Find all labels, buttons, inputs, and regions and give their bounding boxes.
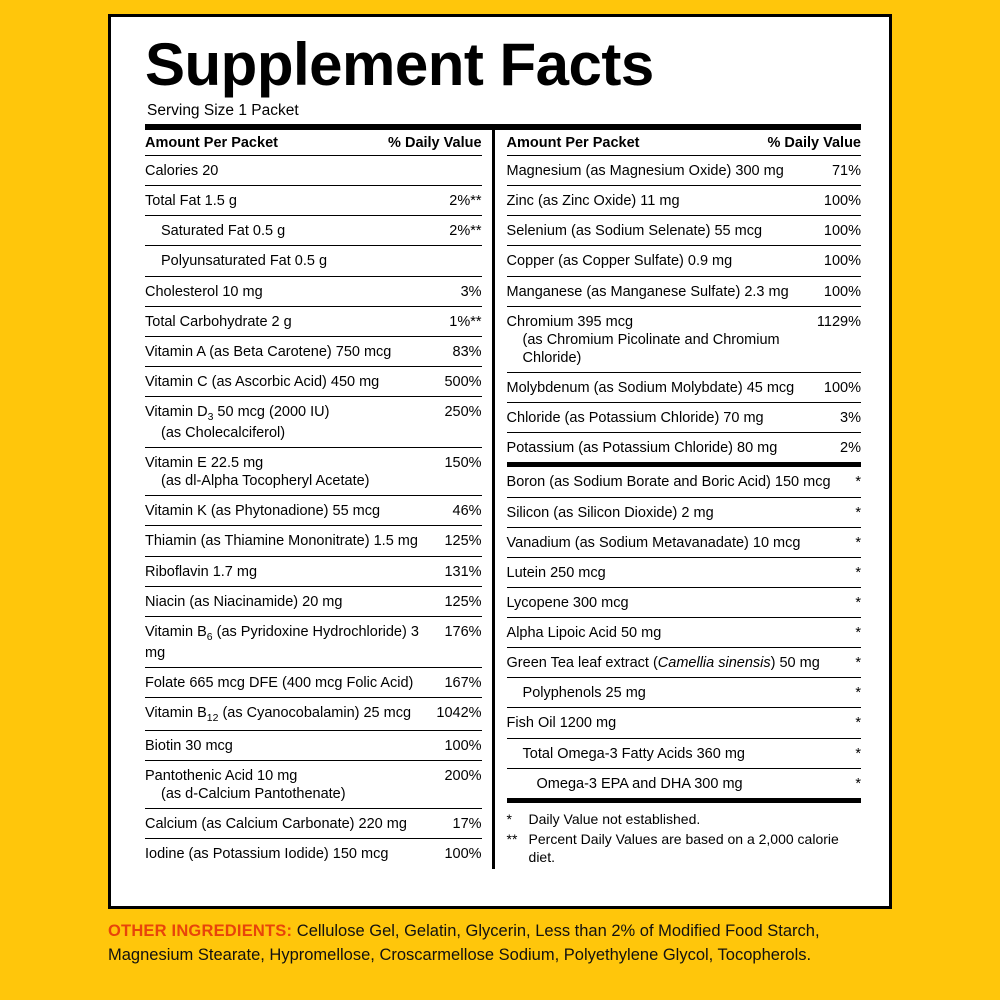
nutrient-daily-value: 71%	[831, 163, 861, 179]
facts-row	[145, 698, 482, 731]
facts-row	[507, 739, 861, 769]
other-ingredients	[108, 920, 892, 968]
nutrient-daily-value: 100%	[444, 737, 482, 754]
footnote-mark: *	[506, 810, 512, 827]
nutrient-daily-value: 150%	[444, 455, 482, 472]
nutrient-daily-value: *	[855, 564, 861, 581]
facts-row	[145, 557, 482, 587]
nutrient-daily-value: 100%	[823, 380, 861, 396]
dv-header-label: % Daily Value	[388, 135, 482, 151]
nutrient-name: Vitamin $B_6$ (as Pyridoxine Hydrochloride) 3 mg	[145, 623, 419, 661]
facts-row	[507, 467, 861, 497]
nutrient-daily-value: *	[855, 625, 861, 641]
nutrient-daily-value: *	[855, 504, 861, 521]
facts-row	[507, 769, 861, 803]
nutrient-daily-value: 2%**	[449, 223, 482, 240]
facts-row	[507, 307, 861, 373]
nutrient-name: Manganese (as Manganese Sulfate) 2.3 mg	[506, 283, 789, 300]
left-column-header	[145, 130, 482, 156]
facts-row	[145, 839, 482, 868]
nutrient-daily-value: 500%	[444, 373, 482, 390]
column-divider	[492, 130, 495, 869]
nutrient-name: Iodine (as Potassium Iodide) 150 mcg	[145, 846, 389, 863]
nutrient-daily-value: *	[855, 655, 861, 672]
nutrient-name: Lycopene 300 mcg	[506, 594, 629, 611]
nutrient-name: Potassium (as Potassium Chloride) 80 mg	[506, 440, 778, 457]
nutrient-daily-value: *	[855, 474, 861, 491]
facts-row	[145, 186, 482, 216]
facts-row	[507, 558, 861, 588]
nutrient-name: Calcium (as Calcium Carbonate) 220 mg	[145, 816, 407, 833]
left-column	[145, 130, 492, 869]
nutrient-daily-value: 100%	[823, 283, 861, 300]
nutrient-daily-value: 100%	[444, 846, 482, 863]
facts-row	[507, 528, 861, 558]
nutrient-name: Polyphenols 25 mg	[522, 685, 646, 702]
facts-row	[507, 403, 861, 433]
nutrient-name: Boron (as Sodium Borate and Boric Acid) 150 mcg	[506, 474, 831, 491]
nutrient-daily-value: 3%	[840, 410, 861, 427]
right-column-header	[507, 130, 861, 156]
nutrient-name: Vitamin $B_{12}$ (as Cyanocobalamin) 25 mcg	[145, 705, 412, 724]
footnote-mark: **	[506, 830, 518, 847]
nutrient-daily-value: 125%	[444, 533, 482, 550]
supplement-facts-panel	[108, 14, 892, 909]
nutrient-name: Omega-3 EPA and DHA 300 mg	[536, 775, 743, 792]
nutrient-name: Vitamin A (as Beta Carotene) 750 mcg	[145, 343, 392, 360]
footnote-text: Daily Value not established.	[528, 810, 701, 827]
nutrient-daily-value: 250%	[444, 404, 482, 420]
nutrient-daily-value: 176%	[444, 623, 482, 640]
nutrient-name: Molybdenum (as Sodium Molybdate) 45 mcg	[506, 380, 795, 396]
left-rows	[145, 156, 482, 869]
nutrient-daily-value: 100%	[823, 193, 861, 210]
nutrient-daily-value: 2%	[840, 440, 861, 457]
facts-row	[145, 397, 482, 448]
facts-row	[145, 156, 482, 186]
facts-row	[145, 448, 482, 496]
nutrient-daily-value: 200%	[444, 768, 482, 785]
facts-row	[507, 708, 861, 738]
facts-row	[507, 186, 861, 216]
right-rows-other	[507, 467, 861, 802]
nutrient-daily-value: 17%	[452, 816, 482, 833]
right-column	[503, 130, 861, 869]
facts-row	[507, 648, 861, 678]
facts-row	[145, 809, 482, 839]
nutrient-daily-value: 83%	[452, 343, 482, 360]
nutrient-name: Total Carbohydrate 2 g	[145, 313, 292, 330]
footnote	[507, 830, 861, 866]
facts-row	[145, 617, 482, 668]
nutrient-name: Vitamin C (as Ascorbic Acid) 450 mg	[145, 373, 380, 390]
nutrient-daily-value: 1%**	[449, 313, 482, 330]
facts-row	[507, 216, 861, 246]
facts-row	[145, 587, 482, 617]
nutrient-daily-value: 100%	[823, 223, 861, 240]
nutrient-name: Magnesium (as Magnesium Oxide) 300 mg	[506, 163, 784, 179]
nutrient-name: Vanadium (as Sodium Metavanadate) 10 mcg	[506, 534, 801, 551]
nutrient-daily-value: 46%	[452, 503, 482, 520]
nutrient-name: Vitamin K (as Phytonadione) 55 mcg	[145, 503, 381, 520]
other-ingredients-text: Cellulose Gel, Gelatin, Glycerin, Less than 2% of Modified Food Starch, Magnesium Stearate, Hypromellose, Croscarmellose Sodium, Polyethylene Glycol, Tocopherols.	[108, 922, 820, 964]
nutrient-daily-value: 2%**	[449, 193, 482, 210]
amount-header-label: Amount Per Packet	[145, 135, 278, 151]
nutrient-daily-value: 3%	[460, 283, 482, 300]
facts-row	[145, 496, 482, 526]
nutrient-name: Total Omega-3 Fatty Acids 360 mg	[522, 745, 745, 762]
facts-row	[145, 277, 482, 307]
right-rows-minerals	[507, 156, 861, 467]
nutrient-name: Vitamin E 22.5 mg (as dl-Alpha Tocopheryl Acetate)	[145, 455, 370, 490]
facts-row	[145, 367, 482, 397]
facts-row	[507, 433, 861, 467]
nutrient-daily-value: *	[855, 534, 861, 551]
facts-columns	[145, 130, 861, 869]
nutrient-name: Niacin (as Niacinamide) 20 mg	[145, 593, 343, 610]
nutrient-name: Saturated Fat 0.5 g	[161, 223, 286, 240]
nutrient-name: Selenium (as Sodium Selenate) 55 mcg	[506, 223, 763, 240]
nutrient-name: Copper (as Copper Sulfate) 0.9 mg	[506, 253, 733, 270]
facts-row	[507, 246, 861, 276]
nutrient-name: Lutein 250 mcg	[506, 564, 606, 581]
nutrient-name: Zinc (as Zinc Oxide) 11 mg	[506, 193, 680, 210]
other-ingredients-label: OTHER INGREDIENTS:	[108, 922, 293, 940]
nutrient-name: Riboflavin 1.7 mg	[145, 563, 258, 580]
footnotes	[507, 803, 861, 867]
nutrient-daily-value: *	[855, 745, 861, 762]
facts-row	[145, 307, 482, 337]
facts-row	[507, 373, 861, 403]
nutrient-daily-value: 167%	[444, 674, 482, 691]
nutrient-daily-value: *	[855, 775, 861, 792]
nutrient-daily-value: 1042%	[436, 705, 482, 721]
amount-header-label-right: Amount Per Packet	[506, 135, 640, 151]
nutrient-daily-value: 100%	[823, 253, 861, 270]
facts-row	[145, 246, 482, 276]
nutrient-name: Vitamin $D_3$ 50 mcg (2000 IU) (as Cholecalciferol)	[145, 404, 330, 441]
facts-row	[145, 668, 482, 698]
facts-row	[507, 588, 861, 618]
facts-row	[145, 216, 482, 246]
nutrient-daily-value: 131%	[444, 563, 482, 580]
facts-row	[145, 526, 482, 556]
nutrient-name: Folate 665 mcg DFE (400 mcg Folic Acid)	[145, 674, 414, 691]
dv-header-label-right: % Daily Value	[767, 135, 861, 151]
facts-row	[507, 156, 861, 186]
nutrient-name: Cholesterol 10 mg	[145, 283, 263, 300]
nutrient-name: Silicon (as Silicon Dioxide) 2 mg	[506, 504, 714, 521]
footnote-text: Percent Daily Values are based on a 2,000 calorie diet.	[528, 830, 839, 866]
facts-row	[507, 618, 861, 648]
facts-row	[145, 761, 482, 809]
nutrient-name: Chloride (as Potassium Chloride) 70 mg	[506, 410, 764, 427]
facts-row	[507, 678, 861, 708]
footnote	[507, 810, 861, 828]
nutrient-name: Chromium 395 mcg (as Chromium Picolinate and Chromium Chloride)	[506, 313, 780, 366]
facts-row	[507, 498, 861, 528]
nutrient-name: Biotin 30 mcg	[145, 737, 233, 754]
page-title: Supplement Facts	[145, 31, 654, 98]
nutrient-daily-value: 1129%	[816, 313, 861, 330]
nutrient-daily-value: 125%	[444, 593, 482, 610]
nutrient-name: Calories 20	[145, 163, 219, 179]
nutrient-name: Fish Oil 1200 mg	[506, 715, 617, 732]
nutrient-name: Pantothenic Acid 10 mg (as d-Calcium Pantothenate)	[145, 768, 346, 803]
facts-row	[145, 731, 482, 761]
nutrient-daily-value: *	[855, 685, 861, 702]
nutrient-name: Polyunsaturated Fat 0.5 g	[161, 253, 328, 270]
nutrient-name: Alpha Lipoic Acid 50 mg	[506, 625, 662, 641]
facts-row	[145, 337, 482, 367]
serving-size: Serving Size 1 Packet	[147, 102, 299, 119]
nutrient-name: Total Fat 1.5 g	[145, 193, 237, 210]
nutrient-name: Thiamin (as Thiamine Mononitrate) 1.5 mg	[145, 533, 418, 550]
nutrient-daily-value: *	[855, 594, 861, 611]
nutrient-daily-value: *	[855, 715, 861, 732]
facts-row	[507, 277, 861, 307]
nutrient-name: Green Tea leaf extract (Camellia sinensis) 50 mg	[506, 655, 820, 672]
